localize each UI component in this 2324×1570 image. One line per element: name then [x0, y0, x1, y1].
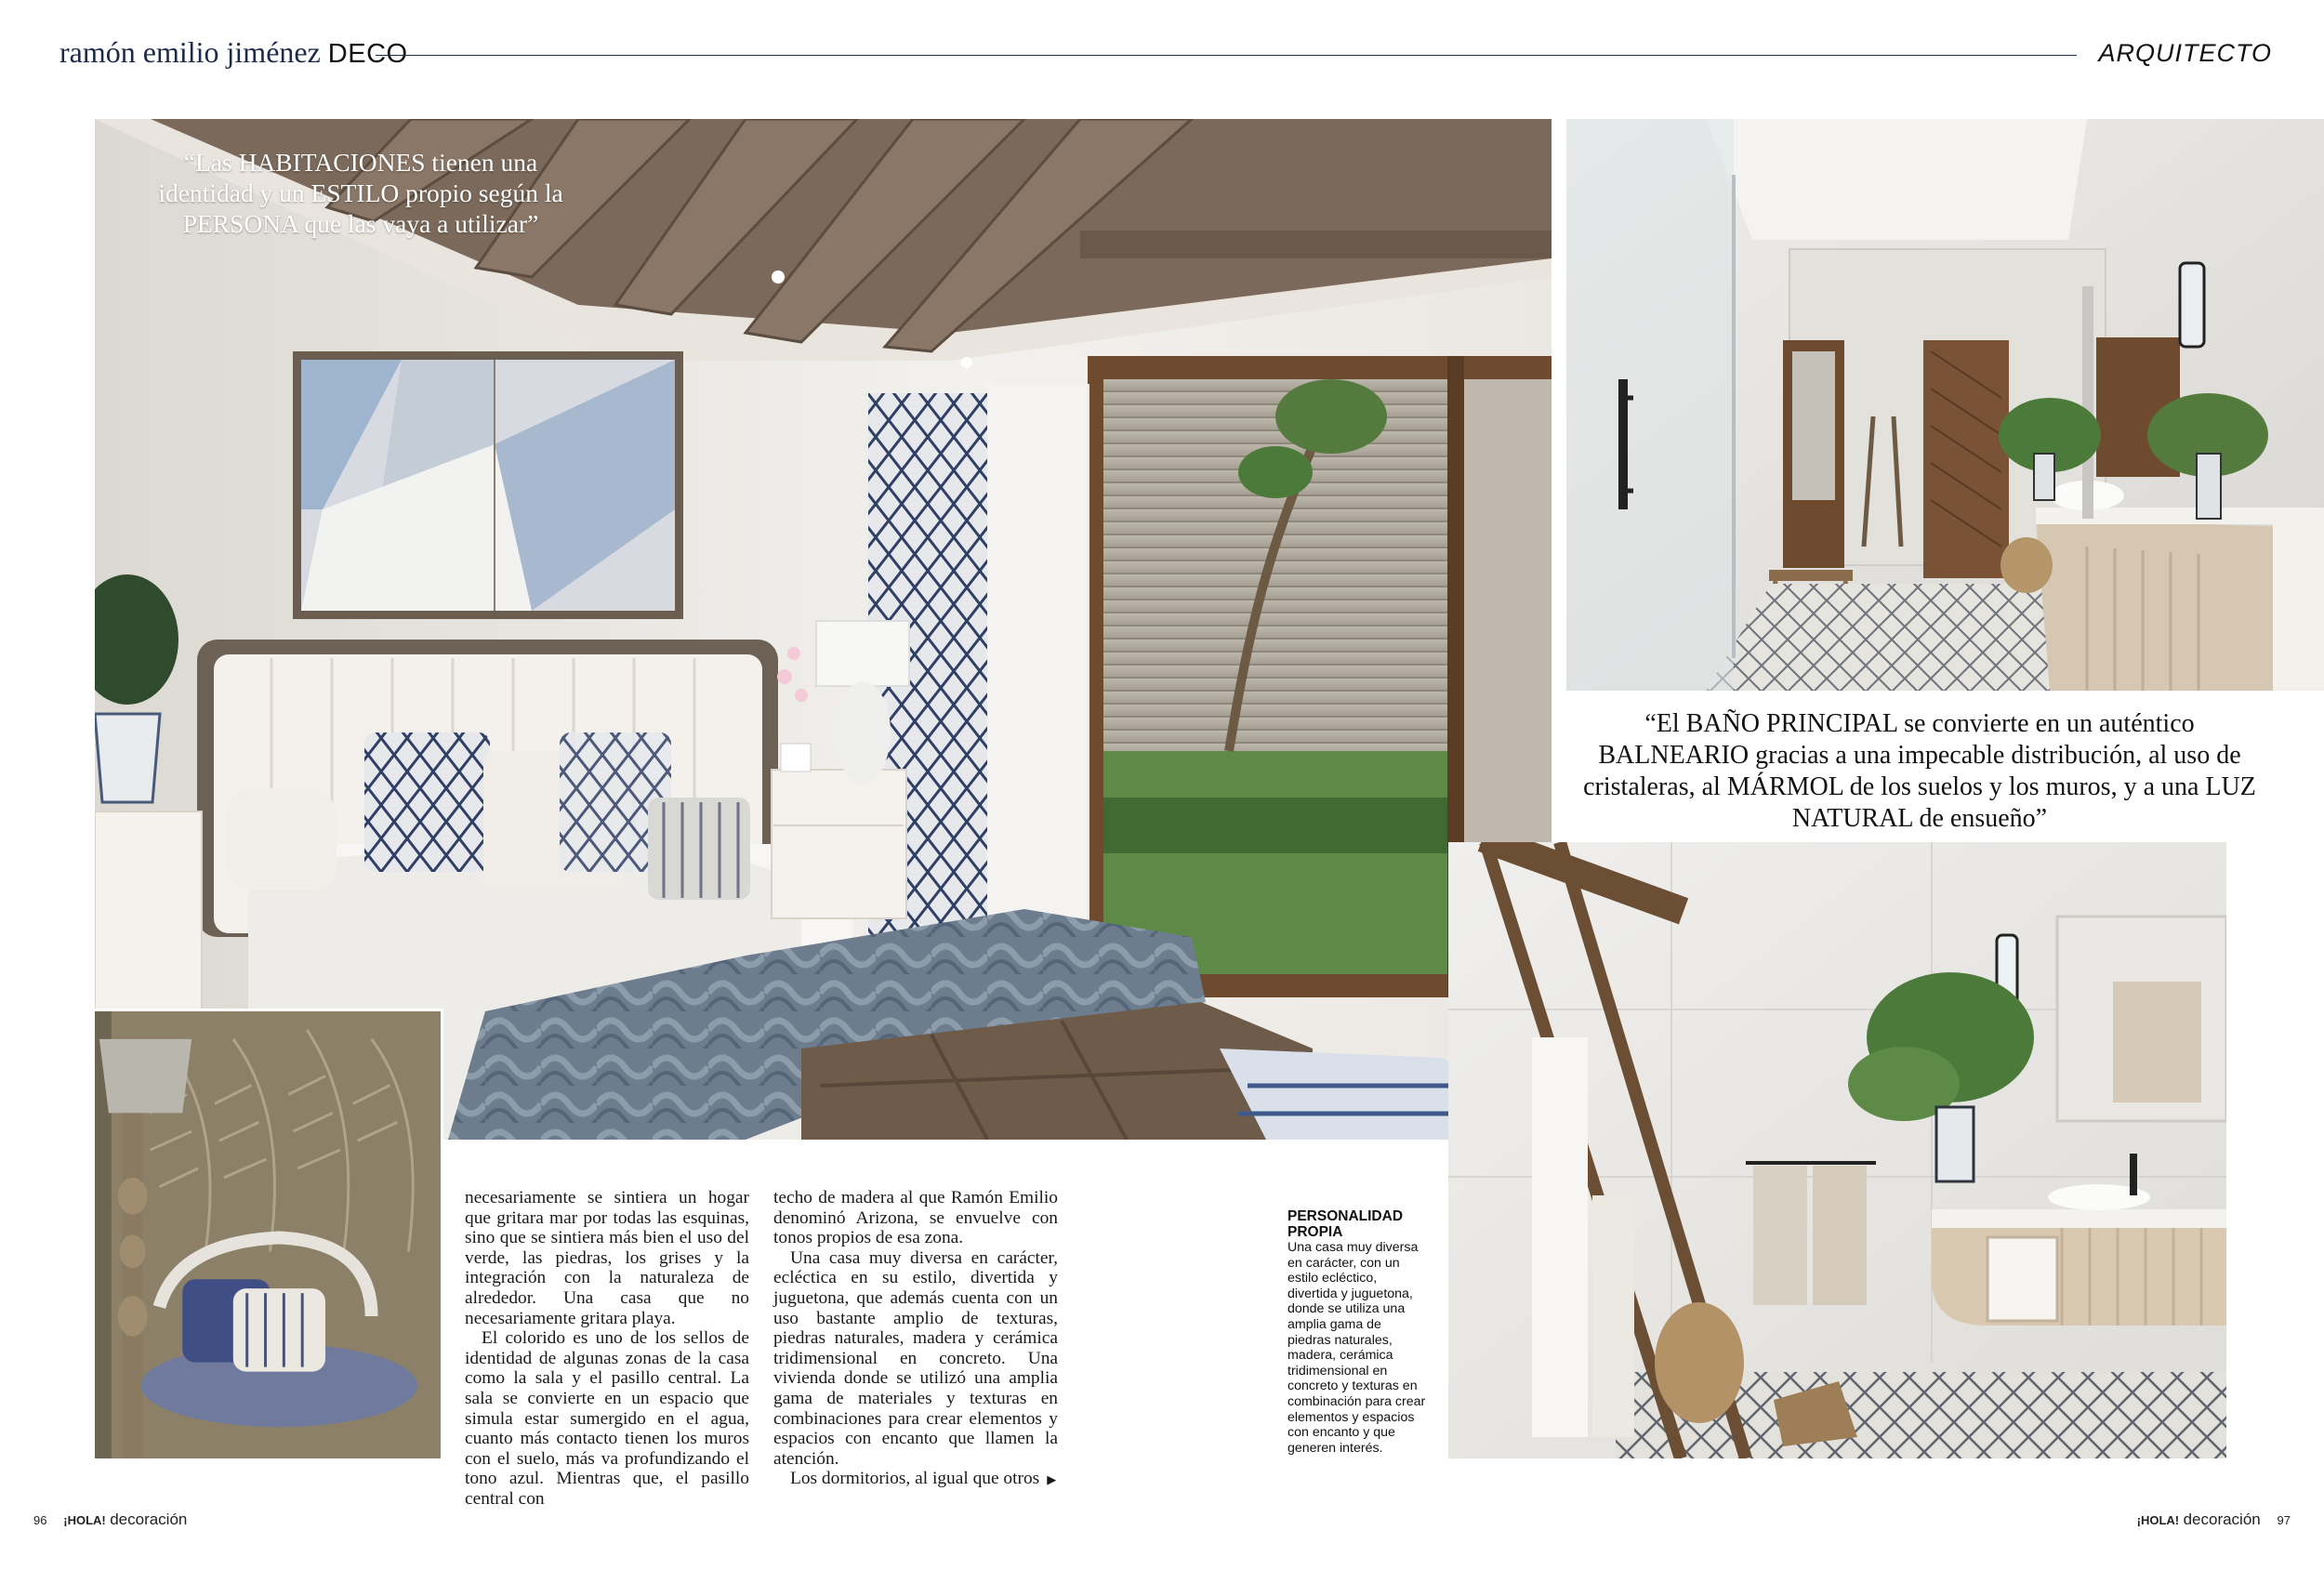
quote-line: NATURAL de ensueño” — [1791, 804, 2048, 833]
section-label-right: ARQUITECTO — [2098, 39, 2272, 67]
brand-name: ramón emilio jiménez — [59, 35, 321, 69]
magazine-logo-right: ¡HOLA! — [2136, 1513, 2180, 1527]
body-paragraph-text: Los dormitorios, al igual que otros — [790, 1469, 1040, 1489]
body-paragraph: Una casa muy diversa en carácter, ecléctica en su estilo, divertida y juguetona, que además cuenta con un uso bastante amplio de texturas, piedras naturales, madera y cerámica tridimensional en concreto. Una vivienda donde se utilizó una amplia gama de materiales y texturas en combinaciones para crear elementos y espacios con encanto que llamen la atención. — [773, 1247, 1058, 1469]
body-paragraph: El colorido es uno de los sellos de identidad de algunas zonas de la casa como la sala y el pasillo central. La sala se convierte en un espacio que simula estar sumergido en el agua, cuanto más contacto tienen los muros con el suelo, más va profundizando el tono azul. Mientras que, el pasillo central con — [465, 1328, 749, 1509]
bedroom-pull-quote — [138, 147, 584, 239]
bathroom-photo-main — [1566, 119, 2324, 691]
brand-title — [59, 35, 408, 70]
quote-line: identidad y un ESTILO propio según la — [158, 178, 563, 207]
body-paragraph: techo de madera al que Ramón Emilio denominó Arizona, se envuelve con tonos propios de esa zona. — [773, 1188, 1058, 1248]
footer-right — [2137, 1511, 2291, 1529]
section-label-left: DECO — [327, 39, 408, 69]
magazine-name-left: decoración — [110, 1511, 188, 1528]
quote-line: “El BAÑO PRINCIPAL se convierte en un auténtico — [1644, 709, 2195, 738]
magazine-name-right: decoración — [2183, 1511, 2261, 1528]
sidebar-body: Una casa muy diversa en carácter, con un estilo ecléctico, divertida y juguetona, donde se utiliza una amplia gama de piedras naturales, madera, cerámica tridimensional en concreto y texturas en combinación para crear elementos y espacios con encanto y que generen interés. — [1287, 1240, 1426, 1456]
body-column-1 — [465, 1188, 749, 1510]
continue-arrow-icon: ▶ — [1047, 1472, 1057, 1487]
bathroom-photo-vanity — [1448, 842, 2226, 1458]
header-rule — [376, 55, 2077, 56]
sidebar-box — [1287, 1208, 1427, 1456]
reading-corner-photo — [95, 1009, 443, 1458]
bedroom-photo — [95, 119, 1552, 1140]
sidebar-title-line: PROPIA — [1287, 1224, 1343, 1240]
quote-line: cristaleras, al MÁRMOL de los suelos y los muros, y a una LUZ — [1583, 772, 2256, 801]
body-paragraph — [773, 1469, 1058, 1490]
sidebar-title-line: PERSONALIDAD — [1287, 1208, 1404, 1224]
page-number-right: 97 — [2277, 1513, 2291, 1527]
page-number-left: 96 — [33, 1513, 47, 1527]
sidebar-title — [1287, 1208, 1427, 1240]
page-header — [59, 35, 2272, 76]
bathroom-pull-quote — [1566, 708, 2273, 835]
body-column-2 — [773, 1188, 1058, 1490]
magazine-logo-left: ¡HOLA! — [63, 1513, 106, 1527]
quote-line: “Las HABITACIONES tienen una — [183, 148, 538, 177]
quote-line: PERSONA que las vaya a utilizar” — [182, 209, 539, 238]
body-paragraph: necesariamente se sintiera un hogar que gritara mar por todas las esquinas, sino que se sintiera más bien el uso del verde, las piedras, los grises y la integración con la naturaleza de alrededor. Una casa que no necesariamente gritara playa. — [465, 1188, 749, 1328]
quote-line: BALNEARIO gracias a una impecable distribución, al uso de — [1598, 741, 2241, 770]
footer-left — [33, 1511, 187, 1529]
